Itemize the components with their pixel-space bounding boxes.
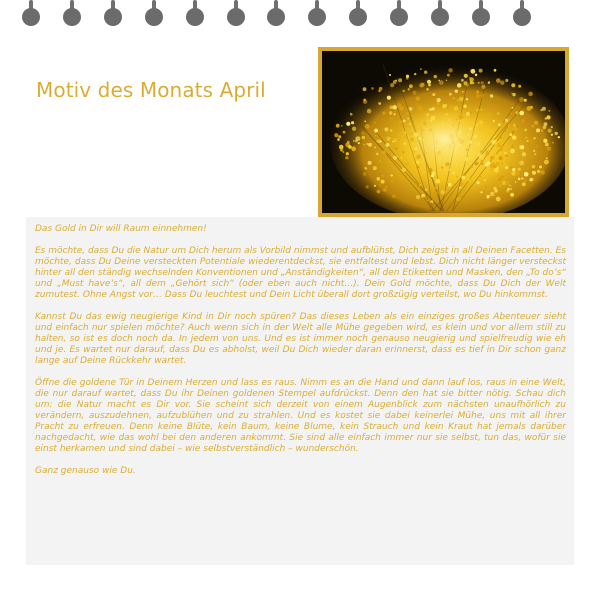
forsythia-photo (322, 51, 565, 213)
binding-ring (185, 0, 205, 27)
binding-ring (430, 0, 450, 27)
binding-ring (103, 0, 123, 27)
text-panel (26, 217, 574, 565)
text-paragraph-4: Öffne die goldene Tür in Deinem Herzen und lass es raus. Nimm es an die Hand und dann lauf los, raus in eine Welt, die nur darauf wartet, dass Du ihr Deinen goldenen Stempel aufdrückst. Denn den hat sie bitter nötig. Schau dich um: die Natur macht es Dir vor. Sie scheint sich derzeit von einem Augenblick zum nächsten unaufhörlich zu verändern, auszudehnen, aufzublühen und zu strahlen. Und es kostet sie dabei keinerlei Mühe, uns mit all ihrer Pracht zu erfreuen. Denn keine Blüte, kein Baum, keine Blume, kein Strauch und kein Kraut hat jemals darüber nachgedacht, wie das wohl bei den anderen ankommt. Sie sind alle einfach immer nur sie selbst, tun das, wofür sie einst herkamen und sind dabei – wie selbstverständlich – wunderschön. (35, 378, 566, 454)
binding-ring (62, 0, 82, 27)
binding-ring (21, 0, 41, 27)
text-paragraph-5: Ganz genauso wie Du. (35, 466, 136, 476)
photo-frame (318, 47, 569, 217)
spiral-binding (0, 0, 600, 30)
text-paragraph-1: Das Gold in Dir will Raum einnehmen! (35, 224, 207, 234)
binding-ring (144, 0, 164, 27)
binding-ring (307, 0, 327, 27)
text-paragraph-2: Es möchte, dass Du die Natur um Dich herum als Vorbild nimmst und aufblühst, Dich zeigst in all Deinen Facetten. Es möchte, dass Du Deine versteckten Potentiale wiederentdeckst, sie entfaltest und lebst. Dich nicht länger versteckst hinter all den ständig wechselnden Konventionen und „Anständigkeiten“, all den Etiketten und Masken, den „To do’s“ und „Must have’s“, all dem „Gehört sich“ (oder eben auch nicht…). Dein Gold möchte, dass Du Dich der Welt zumutest. Ohne Angst vor… Dass Du leuchtest und Dein Licht überall dort großzügig verteilst, wo Du hinkommst. (35, 246, 566, 300)
page-title: Motiv des Monats April (36, 78, 266, 102)
binding-ring (471, 0, 491, 27)
binding-ring (266, 0, 286, 27)
text-paragraph-3: Kannst Du das ewig neugierige Kind in Dir noch spüren? Das dieses Leben als ein einziges großes Abenteuer sieht und einfach nur spielen möchte? Auch wenn sich in der Welt alle Mühe gegeben wird, es klein und vor allem still zu halten, so ist es doch noch da. In jedem von uns. Und es ist immer noch genauso neugierig und spielfreudig wie eh und je. Es wartet nur darauf, dass Du es abholst, weil Du Dich wieder daran erinnerst, dass es tief in Dir schon ganz lange auf Deine Rückkehr wartet. (35, 312, 566, 366)
binding-ring (512, 0, 532, 27)
binding-ring (226, 0, 246, 27)
binding-ring (389, 0, 409, 27)
binding-ring (348, 0, 368, 27)
